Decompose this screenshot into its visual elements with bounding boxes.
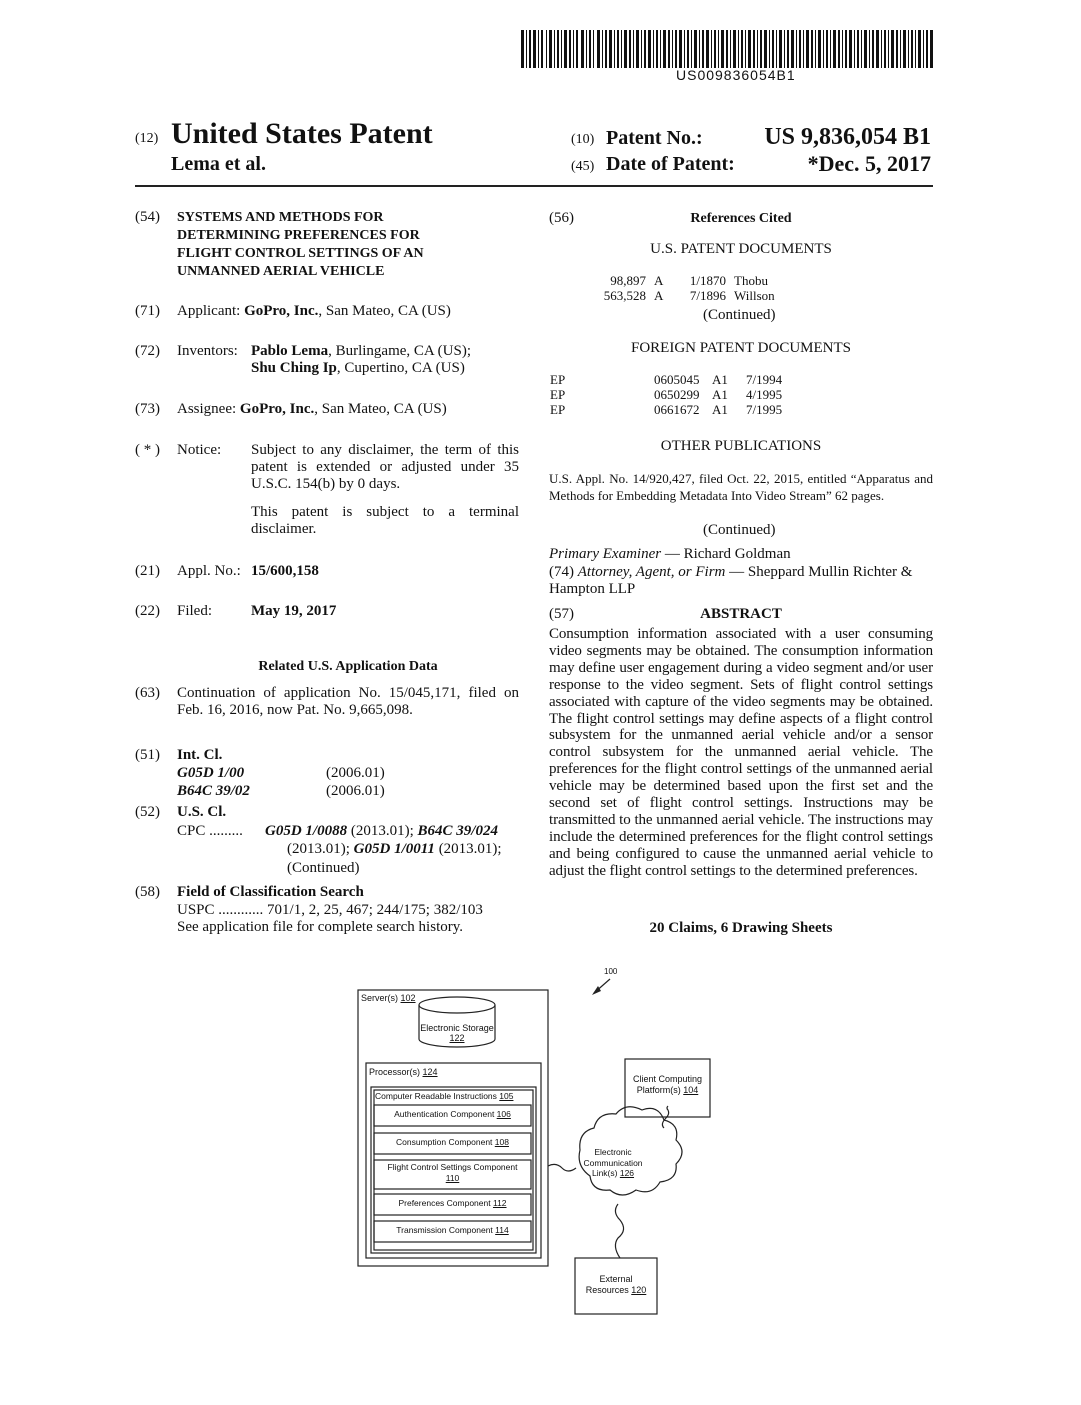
ref-country: EP (550, 402, 566, 417)
external-text: External (599, 1274, 633, 1284)
client-text: Platform(s) (636, 1085, 684, 1095)
int-cl-label: Int. Cl. (177, 747, 223, 763)
cpc-version: (2013.01); (434, 841, 502, 857)
document-type: United States Patent (171, 117, 433, 150)
references-heading: References Cited (690, 211, 792, 226)
appl-no: 15/600,158 (251, 563, 319, 579)
client-ref: 104 (683, 1085, 699, 1095)
code-57: (57) (549, 606, 574, 622)
instructions-label (375, 1091, 513, 1101)
code-51: (51) (135, 747, 160, 763)
connector-line (548, 1164, 576, 1171)
external-label (575, 1274, 657, 1296)
component-ref: 112 (492, 1198, 507, 1208)
assignee-location: , San Mateo, CA (US) (314, 401, 447, 417)
ref-number: 98,897 (610, 273, 646, 288)
system-ref-number: 100 (604, 967, 618, 976)
inventor-short: Lema et al. (171, 153, 266, 175)
code-10: (10) (571, 132, 595, 147)
connector-line (615, 1204, 623, 1258)
component-label (374, 1198, 531, 1208)
ref-number: 563,528 (603, 288, 646, 303)
cpc-class: B64C 39/024 (417, 823, 498, 839)
date-of-patent-label: Date of Patent: (606, 153, 735, 175)
other-pubs-continued: (Continued) (703, 522, 776, 538)
ref-number: 0661672 (654, 402, 700, 417)
other-publication-text: U.S. Appl. No. 14/920,427, filed Oct. 22, 2015, entitled “Apparatus and Methods for Embedding Metadata Into Video Stream” 62 pages. (549, 471, 933, 503)
filed-label: Filed: (177, 603, 213, 619)
link-text: Communication (583, 1157, 643, 1168)
ref-country: EP (550, 387, 566, 402)
inventor-location: , Burlingame, CA (US); (328, 343, 472, 359)
int-class: G05D 1/00 (177, 765, 245, 781)
component-label (374, 1137, 531, 1147)
uspc-line: USPC ............ 701/1, 2, 25, 467; 244/175; 382/103 (177, 902, 483, 918)
client-text: Client Computing (632, 1074, 703, 1084)
filed-date: May 19, 2017 (251, 603, 337, 619)
title-line: FLIGHT CONTROL SETTINGS OF AN (177, 246, 424, 261)
kind-code-12: (12) (135, 131, 159, 146)
applicant-name: GoPro, Inc. (244, 303, 319, 319)
component-ref: 106 (496, 1109, 511, 1119)
us-cl-label: U.S. Cl. (177, 804, 227, 820)
storage-top (419, 997, 495, 1013)
component-text: Flight Control Settings Component (387, 1162, 518, 1172)
cpc-version: (2013.01); (347, 823, 418, 839)
server-text: Server(s) (361, 993, 401, 1003)
patent-number-label: Patent No.: (606, 127, 703, 149)
us-refs-continued: (Continued) (703, 307, 776, 323)
component-ref: 110 (445, 1173, 460, 1183)
ref-date: 7/1995 (746, 402, 783, 417)
ref-kind: A1 (712, 387, 728, 402)
ref-kind: A (654, 273, 664, 288)
notice-text: Subject to any disclaimer, the term of this patent is extended or adjusted under 35 U.S.C. 154(b) by 0 days. (251, 442, 519, 492)
link-text: Link(s) (591, 1168, 620, 1178)
code-21: (21) (135, 563, 160, 579)
storage-text: Electronic Storage (420, 1023, 494, 1033)
code-58: (58) (135, 884, 160, 900)
ref-country: EP (550, 372, 566, 387)
component-ref: 108 (494, 1137, 509, 1147)
processor-label (369, 1067, 438, 1077)
other-publications-heading: OTHER PUBLICATIONS (660, 438, 822, 454)
component-label (374, 1109, 531, 1119)
client-label (625, 1074, 710, 1096)
link-label (578, 1147, 648, 1179)
int-class-version: (2006.01) (326, 783, 385, 799)
abstract-heading: ABSTRACT (700, 606, 782, 622)
code-56: (56) (549, 210, 574, 226)
examiner-label: Primary Examiner (549, 546, 662, 562)
component-label (374, 1225, 531, 1235)
search-history: See application file for complete search history. (177, 919, 464, 935)
server-label (361, 993, 416, 1003)
abstract-text: Consumption information associated with a user consuming video segments may be obtained. The consumption information may define user engagement during a video segment and/or user response to the video segment. Sets of flight control settings associated with capture of the video segments may be obtained. The flight control settings may define aspects of a flight control subsystem for the unmanned aerial vehicle and/or a sensor control subsystem for the unmanned aerial vehicle. The preferences for the flight control settings of the unmanned aerial vehicle may be determined based upon the first set and the second set of flight control settings. Instructions may be transmitted to the unmanned aerial vehicle. The instructions may include the determined preferences for the flight control settings and being configured to cause the unmanned aerial vehicle to adjust the flight control settings to the determined preferences. (549, 626, 933, 879)
server-ref: 102 (400, 993, 416, 1003)
code-22: (22) (135, 603, 160, 619)
barcode-number: US009836054B1 (676, 67, 796, 83)
cpc-class: G05D 1/0011 (353, 841, 435, 857)
code-54: (54) (135, 209, 160, 225)
cpc-version: (2013.01); (287, 841, 354, 857)
component-text: Consumption Component (396, 1137, 495, 1147)
ref-name: Willson (734, 288, 775, 303)
instructions-text: Computer Readable Instructions (375, 1091, 500, 1101)
attorney-label: Attorney, Agent, or Firm (577, 564, 726, 580)
ref-kind: A1 (712, 372, 728, 387)
examiner-name: — Richard Goldman (661, 546, 791, 562)
title-line: SYSTEMS AND METHODS FOR (177, 210, 384, 225)
ref-kind: A (654, 288, 664, 303)
int-class: B64C 39/02 (177, 783, 250, 799)
code-72: (72) (135, 343, 160, 359)
ref-kind: A1 (712, 402, 728, 417)
link-ref: 126 (619, 1168, 635, 1178)
instructions-ref: 105 (499, 1091, 514, 1101)
assignee-name: GoPro, Inc. (239, 401, 315, 417)
ref-date: 4/1995 (746, 387, 783, 402)
code-71: (71) (135, 303, 160, 319)
code-63: (63) (135, 685, 160, 701)
component-ref: 114 (495, 1225, 509, 1235)
inventor-name: Pablo Lema (251, 343, 329, 359)
component-text: Transmission Component (396, 1225, 496, 1235)
cpc-class: G05D 1/0088 (265, 823, 348, 839)
applicant-location: , San Mateo, CA (US) (318, 303, 451, 319)
assignee-label: Assignee: (177, 401, 237, 417)
terminal-disclaimer: This patent is subject to a terminal disclaimer. (251, 504, 519, 537)
patent-number: US 9,836,054 B1 (764, 124, 931, 150)
code-73: (73) (135, 401, 160, 417)
component-label (374, 1162, 531, 1184)
appl-no-label: Appl. No.: (177, 563, 241, 579)
code-45: (45) (571, 159, 595, 174)
continuation-text: Continuation of application No. 15/045,171, filed on Feb. 16, 2016, now Pat. No. 9,665,098. (177, 685, 519, 718)
us-patent-docs-heading: U.S. PATENT DOCUMENTS (650, 241, 832, 257)
storage-label (419, 1023, 495, 1043)
ref-date: 7/1994 (746, 372, 783, 387)
attorney-name: — Sheppard Mullin Richter & Hampton LLP (549, 564, 913, 597)
foreign-docs-heading: FOREIGN PATENT DOCUMENTS (630, 340, 852, 356)
storage-ref: 122 (449, 1033, 465, 1043)
inventor-name: Shu Ching Ip (251, 360, 337, 376)
ref-date: 1/1870 (689, 273, 726, 288)
component-text: Authentication Component (394, 1109, 497, 1119)
ref-name: Thobu (734, 273, 768, 288)
title-line: DETERMINING PREFERENCES FOR (177, 228, 420, 243)
date-of-patent: *Dec. 5, 2017 (807, 151, 931, 176)
code-notice: ( * ) (135, 442, 160, 458)
notice-label: Notice: (177, 442, 222, 458)
component-text: Preferences Component (398, 1198, 493, 1208)
ref-number: 0605045 (654, 372, 700, 387)
ref-date: 7/1896 (689, 288, 726, 303)
external-text: Resources (585, 1285, 632, 1295)
external-ref: 120 (631, 1285, 647, 1295)
inventor-location: , Cupertino, CA (US) (336, 360, 465, 376)
processor-ref: 124 (422, 1067, 438, 1077)
cpc-label: CPC ......... (177, 823, 243, 839)
int-class-version: (2006.01) (326, 765, 385, 781)
ref-number: 0650299 (654, 387, 700, 402)
attorney-code: (74) (549, 564, 574, 580)
link-text: Electronic (594, 1147, 632, 1157)
applicant-label: Applicant: (177, 303, 241, 319)
inventors-label: Inventors: (177, 343, 238, 359)
code-52: (52) (135, 804, 160, 820)
claims-sheets: 20 Claims, 6 Drawing Sheets (649, 920, 833, 936)
related-data-heading: Related U.S. Application Data (258, 659, 438, 674)
title-line: UNMANNED AERIAL VEHICLE (177, 264, 385, 279)
processor-text: Processor(s) (369, 1067, 423, 1077)
cpc-continued: (Continued) (287, 860, 360, 876)
field-search-label: Field of Classification Search (177, 884, 364, 900)
